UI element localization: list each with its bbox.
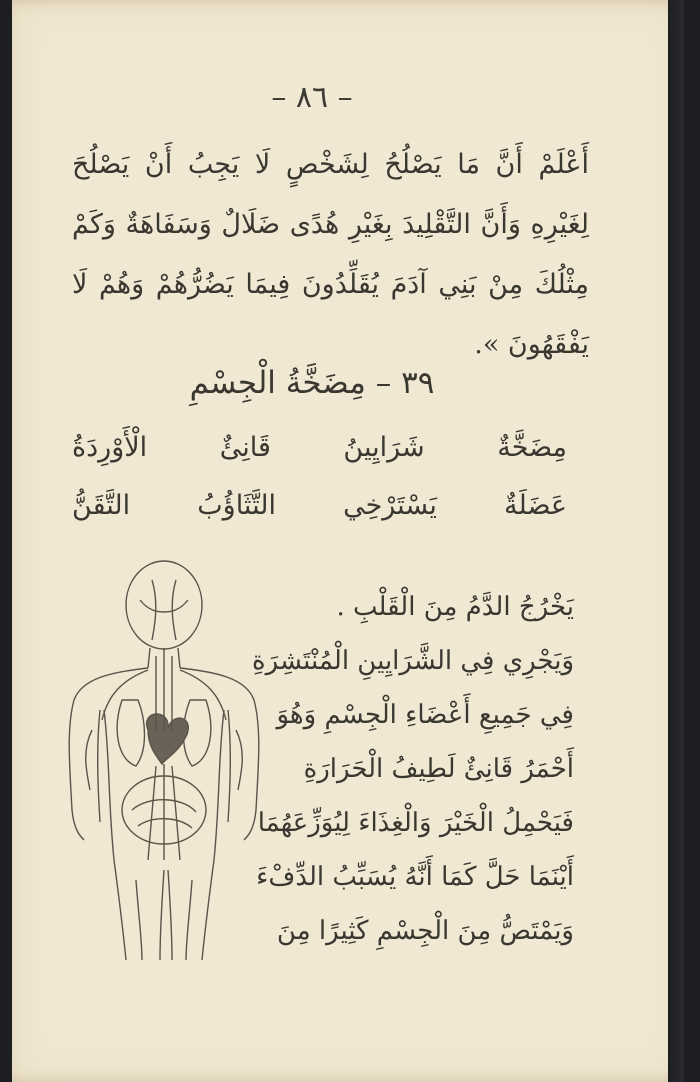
text-line: وَيَجْرِي فِي الشَّرَايِينِ الْمُنْتَشِرَةِ: [252, 646, 574, 676]
lesson-text: [252, 580, 574, 958]
text-line: أَحْمَرُ قَانِئٌ لَطِيفُ الْحَرَارَةِ: [303, 754, 574, 784]
vocab-word: الْأَوْرِدَةُ: [72, 432, 148, 463]
vocab-word: شَرَايِينُ: [343, 432, 425, 463]
vocab-word: التَّثَاؤُبُ: [197, 490, 276, 521]
book-page: [12, 0, 684, 1082]
vocab-word: قَانِئٌ: [219, 432, 271, 463]
text-line: فِي جَمِيعِ أَعْضَاءِ الْجِسْمِ وَهُوَ: [276, 700, 574, 730]
circulatory-system-illustration: [52, 560, 272, 970]
vocab-row-1: [72, 432, 567, 463]
text-line: أَيْنَمَا حَلَّ كَمَا أَنَّهُ يُسَبِّبُ الدِّفْءَ: [256, 862, 574, 892]
vocab-word: التَّقَنُّ: [72, 490, 131, 521]
text-line: وَيَمْتَصُّ مِنَ الْجِسْمِ كَثِيرًا مِنَ: [276, 916, 574, 946]
vocab-word: مِضَخَّةٌ: [497, 432, 567, 463]
intro-paragraph: أَعْلَمْ أَنَّ مَا يَصْلُحُ لِشَخْصٍ لَا يَجِبُ أَنْ يَصْلُحَ لِغَيْرِهِ وَأَنَّ التَّقْلِيدَ بِغَيْرِ هُدًى ضَلَالٌ وَسَفَاهَةٌ وَكَمْ مِثْلُكَ مِنْ بَنِي آدَمَ يُقَلِّدُونَ فِيمَا يَضُرُّهُمْ وَهُمْ لَا يَفْقَهُونَ ».: [72, 149, 589, 360]
lesson-title: ٣٩ – مِضَخَّةُ الْجِسْمِ: [189, 365, 435, 401]
page-number: – ٨٦ –: [271, 80, 353, 115]
vocab-word: عَضَلَةٌ: [504, 490, 567, 521]
page-edge: [668, 0, 684, 1082]
text-line: فَيَحْمِلُ الْخَيْرَ وَالْغِذَاءَ لِيُوَزِّعَهُمَا: [257, 808, 574, 838]
vocab-word: يَسْتَرْخِي: [343, 490, 437, 521]
vocab-row-2: [72, 490, 567, 521]
text-line: يَخْرُجُ الدَّمُ مِنَ الْقَلْبِ .: [336, 592, 574, 622]
